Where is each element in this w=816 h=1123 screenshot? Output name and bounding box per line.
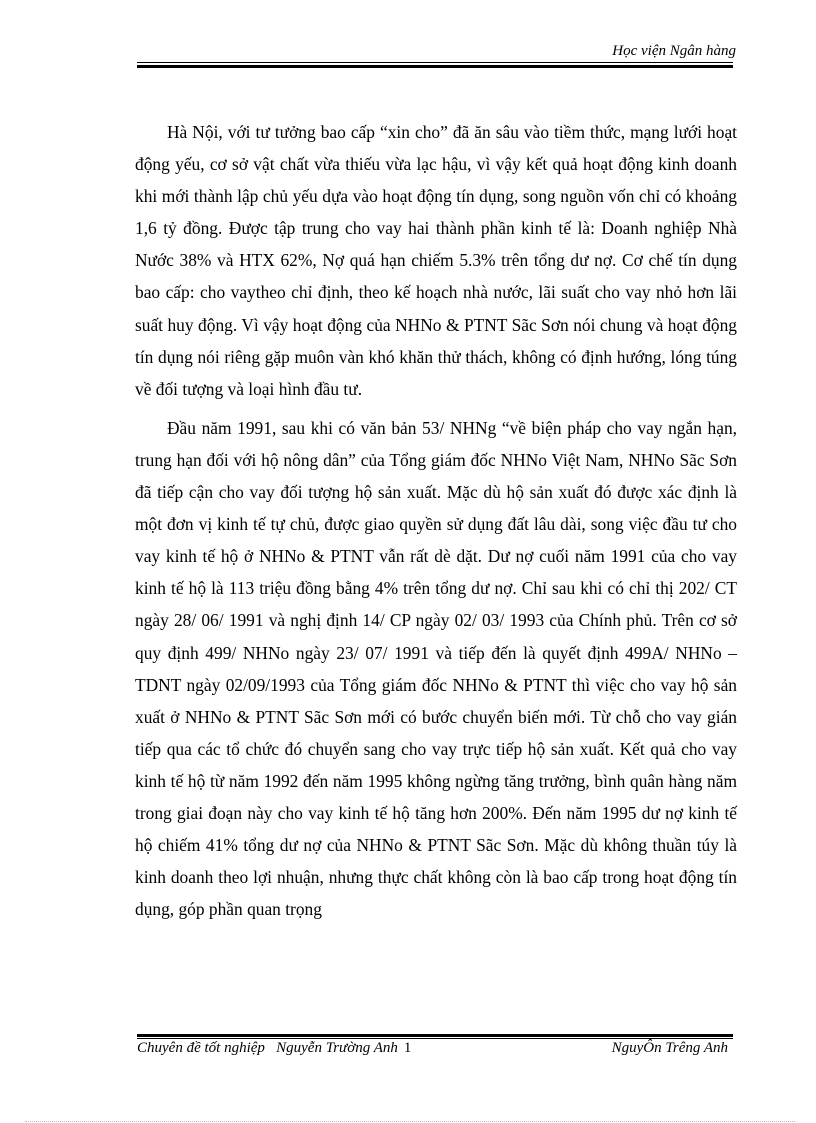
paragraph-1: Hà Nội, với tư tưởng bao cấp “xin cho” đã ăn sâu vào tiềm thức, mạng lưới hoạt động yếu, cơ sở vật chất vừa thiếu vừa lạc hậu, vì vậy kết quả hoạt động kinh doanh khi mới thành lập chủ yếu dựa vào hoạt động tín dụng, song nguồn vốn chỉ có khoảng 1,6 tỷ đồng. Được tập trung cho vay hai thành phần kinh tế là: Doanh nghiệp Nhà Nước 38% và HTX 62%, Nợ quá hạn chiếm 5.3% trên tổng dư nợ. Cơ chế tín dụng bao cấp: cho vaytheo chỉ định, theo kế hoạch nhà nước, lãi suất cho vay nhỏ hơn lãi suất huy động. Vì vậy hoạt động của NHNo & PTNT Sãc Sơn nói chung và hoạt động tín dụng nói riêng gặp muôn vàn khó khăn thử thách, không có định hướng, lóng túng về đối tượng và loại hình đầu tư.	[135, 122, 737, 399]
page-number: 1	[403, 1040, 412, 1056]
header-rule-thin	[137, 62, 733, 63]
document-body	[135, 116, 737, 932]
footer-thesis-author: Chuyên đề tốt nghiệp Nguyễn Trường Anh	[137, 1040, 398, 1056]
footer-rule-thin	[137, 1038, 733, 1039]
footer-author-name: NguyÔn Trêng Anh	[611, 1040, 728, 1056]
page-header-title: Học viện Ngân hàng	[612, 43, 736, 59]
paragraph-2: Đầu năm 1991, sau khi có văn bản 53/ NHNg “về biện pháp cho vay ngắn hạn, trung hạn đối với hộ nông dân” của Tổng giám đốc NHNo Việt Nam, NHNo Sãc Sơn đã tiếp cận cho vay đối tượng hộ sản xuất. Mặc dù hộ sản xuất đó được xác định là một đơn vị kinh tế tự chủ, được giao quyền sử dụng đất lâu dài, song việc đầu tư cho vay kinh tế hộ ở NHNo & PTNT vẫn rất dè dặt. Dư nợ cuối năm 1991 của cho vay kinh tế hộ là 113 triệu đồng bằng 4% trên tổng dư nợ. Chỉ sau khi có chỉ thị 202/ CT ngày 28/ 06/ 1991 và nghị định 14/ CP ngày 02/ 03/ 1993 của Chính phủ. Trên cơ sở quy định 499/ NHNo ngày 23/ 07/ 1991 và tiếp đến là quyết định 499A/ NHNo – TDNT ngày 02/09/1993 của Tổng giám đốc NHNo & PTNT thì việc cho vay hộ sản xuất ở NHNo & PTNT Sãc Sơn mới có bước chuyển biến mới. Từ chỗ cho vay gián tiếp qua các tổ chức đó chuyển sang cho vay trực tiếp hộ sản xuất. Kết quả cho vay kinh tế hộ từ năm 1992 đến năm 1995 không ngừng tăng trưởng, bình quân hàng năm trong giai đoạn này cho vay kinh tế hộ tăng hơn 200%. Đến năm 1995 dư nợ kinh tế hộ chiếm 41% tổng dư nợ của NHNo & PTNT Sãc Sơn. Mặc dù không thuần túy là kinh doanh theo lợi nhuận, nhưng thực chất không còn là bao cấp trong hoạt động tín dụng, góp phần quan trọng	[135, 417, 737, 920]
header-rule-thick	[137, 65, 733, 68]
footer-rule-thick	[137, 1034, 733, 1037]
page-bottom-divider	[25, 1121, 795, 1122]
footer-left	[137, 1040, 411, 1057]
